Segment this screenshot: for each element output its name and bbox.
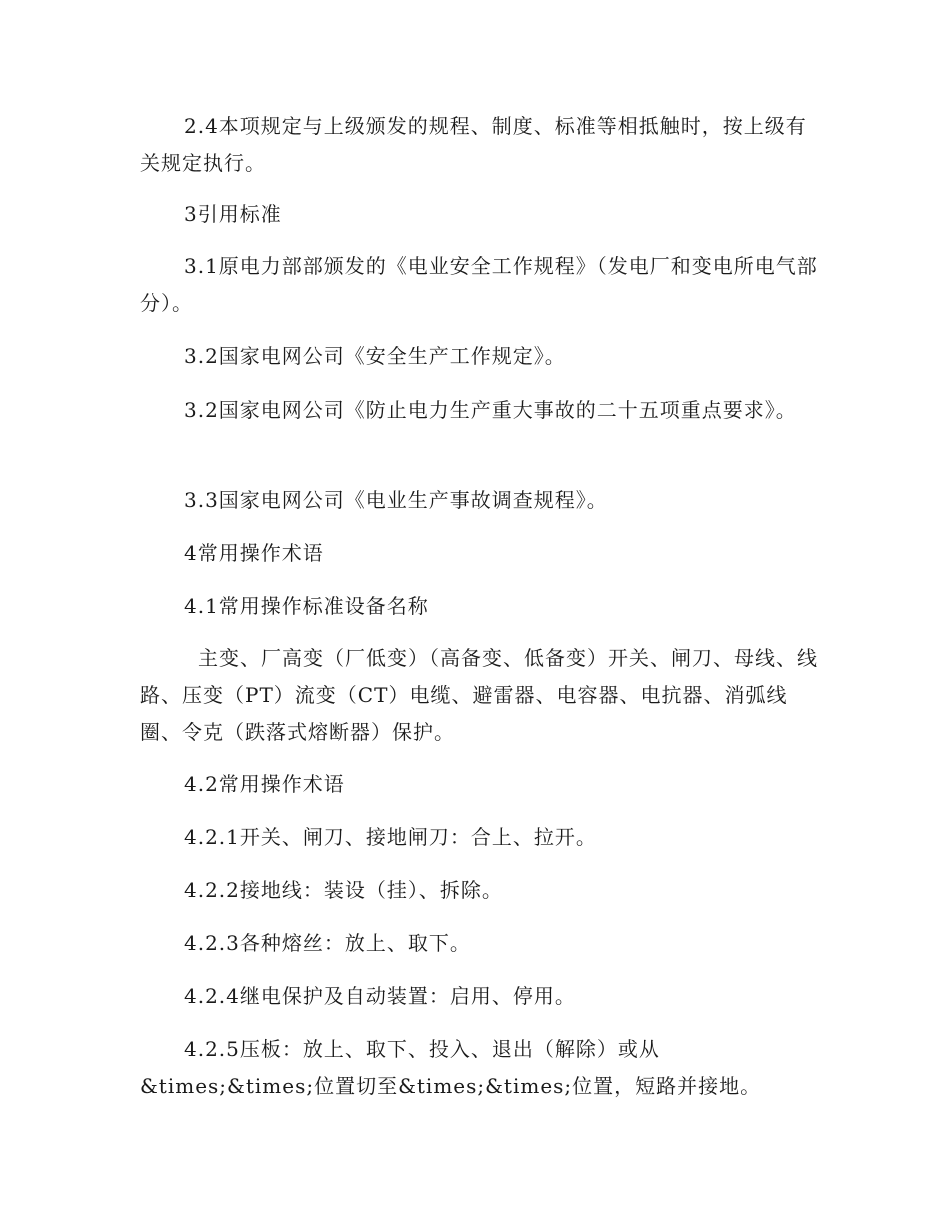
heading-4-2-operation-terms: 4.2常用操作术语 bbox=[184, 772, 345, 796]
paragraph-4-2-3: 4.2.3各种熔丝：放上、取下。 bbox=[184, 931, 471, 955]
heading-4-operation-terms: 4常用操作术语 bbox=[184, 541, 324, 565]
paragraph-4-2-1: 4.2.1开关、闸刀、接地闸刀：合上、拉开。 bbox=[184, 825, 597, 849]
paragraph-3-2-a: 3.2国家电网公司《安全生产工作规定》。 bbox=[184, 344, 566, 368]
paragraph-3-3: 3.3国家电网公司《电业生产事故调查规程》。 bbox=[184, 488, 608, 512]
paragraph-4-2-4: 4.2.4继电保护及自动装置：启用、停用。 bbox=[184, 984, 576, 1008]
paragraph-4-2-5: 4.2.5压板：放上、取下、投入、退出（解除）或从 bbox=[184, 1037, 660, 1061]
paragraph-2-4: 2.4本项规定与上级颁发的规程、制度、标准等相抵触时，按上级有关规定执行。 bbox=[140, 114, 807, 175]
heading-4-1-equipment-names: 4.1常用操作标准设备名称 bbox=[184, 594, 429, 618]
paragraph-3-2-b: 3.2国家电网公司《防止电力生产重大事故的二十五项重点要求》。 bbox=[184, 398, 797, 422]
paragraph-3-1: 3.1原电力部部颁发的《电业安全工作规程》（发电厂和变电所电气部分）。 bbox=[140, 254, 818, 315]
paragraph-equipment-list: 主变、厂高变（厂低变）（高备变、低备变）开关、闸刀、母线、线路、压变（PT）流变（CT）电缆、避雷器、电容器、电抗器、消弧线圈、令克（跌落式熔断器）保护。 bbox=[140, 646, 818, 744]
heading-3-cited-standards: 3引用标准 bbox=[184, 202, 282, 226]
paragraph-4-2-2: 4.2.2接地线：装设（挂）、拆除。 bbox=[184, 878, 503, 902]
paragraph-4-2-5-continuation: &times;&times;位置切至&times;&times;位置，短路并接地。 bbox=[140, 1074, 762, 1098]
